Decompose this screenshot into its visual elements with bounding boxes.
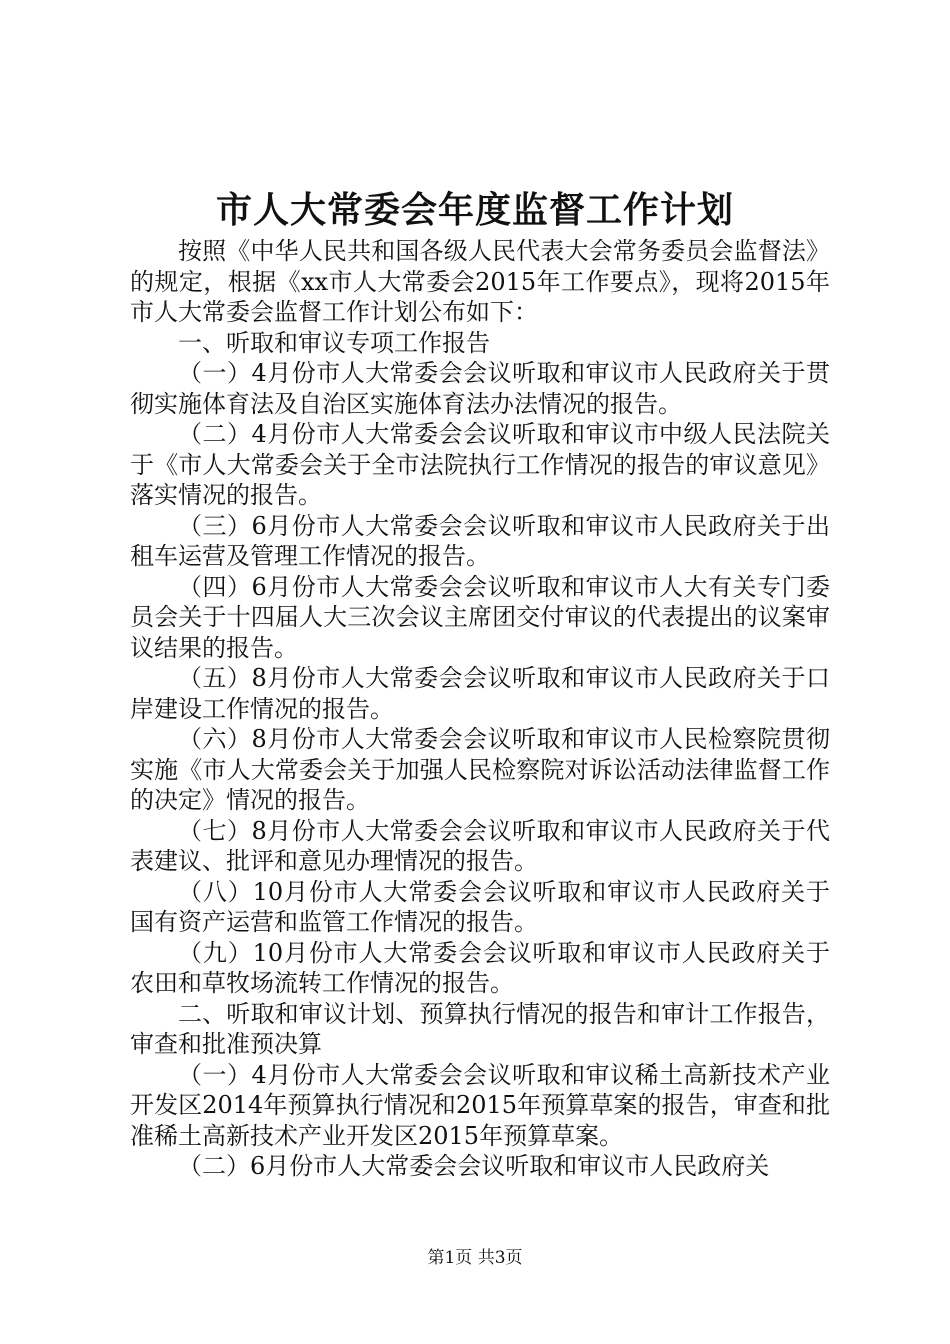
paragraph: （二）6月份市人大常委会会议听取和审议市人民政府关 xyxy=(178,1152,770,1180)
page-footer: 第1页 共3页 xyxy=(427,1248,523,1268)
document-body xyxy=(130,236,830,1182)
section-heading: 二、听取和审议计划、预算执行情况的报告和审计工作报告，审查和批准预决算 xyxy=(130,999,830,1058)
paragraph: （五）8月份市人大常委会会议听取和审议市人民政府关于口岸建设工作情况的报告。 xyxy=(130,664,830,723)
section-heading: 一、听取和审议专项工作报告 xyxy=(178,328,490,357)
paragraph: （八）10月份市人大常委会会议听取和审议市人民政府关于国有资产运营和监管工作情况的报告。 xyxy=(130,877,830,936)
paragraph: （七）8月份市人大常委会会议听取和审议市人民政府关于代表建议、批评和意见办理情况的报告。 xyxy=(130,816,830,875)
paragraph: 按照《中华人民共和国各级人民代表大会常务委员会监督法》的规定，根据《xx市人大常委会2015年工作要点》，现将2015年市人大常委会监督工作计划公布如下： xyxy=(130,237,830,326)
paragraph: （一）4月份市人大常委会会议听取和审议稀土高新技术产业开发区2014年预算执行情况和2015年预算草案的报告，审查和批准稀土高新技术产业开发区2015年预算草案。 xyxy=(130,1060,830,1150)
document-title: 市人大常委会年度监督工作计划 xyxy=(215,189,734,231)
paragraph: （九）10月份市人大常委会会议听取和审议市人民政府关于农田和草牧场流转工作情况的报告。 xyxy=(130,938,830,997)
paragraph: （六）8月份市人大常委会会议听取和审议市人民检察院贯彻实施《市人大常委会关于加强人民检察院对诉讼活动法律监督工作的决定》情况的报告。 xyxy=(130,725,830,814)
paragraph: （一）4月份市人大常委会会议听取和审议市人民政府关于贯彻实施体育法及自治区实施体育法办法情况的报告。 xyxy=(130,359,830,418)
paragraph: （四）6月份市人大常委会会议听取和审议市人大有关专门委员会关于十四届人大三次会议主席团交付审议的代表提出的议案审议结果的报告。 xyxy=(130,572,830,662)
paragraph: （二）4月份市人大常委会会议听取和审议市中级人民法院关于《市人大常委会关于全市法院执行工作情况的报告的审议意见》落实情况的报告。 xyxy=(130,420,830,509)
paragraph: （三）6月份市人大常委会会议听取和审议市人民政府关于出租车运营及管理工作情况的报告。 xyxy=(130,511,830,570)
